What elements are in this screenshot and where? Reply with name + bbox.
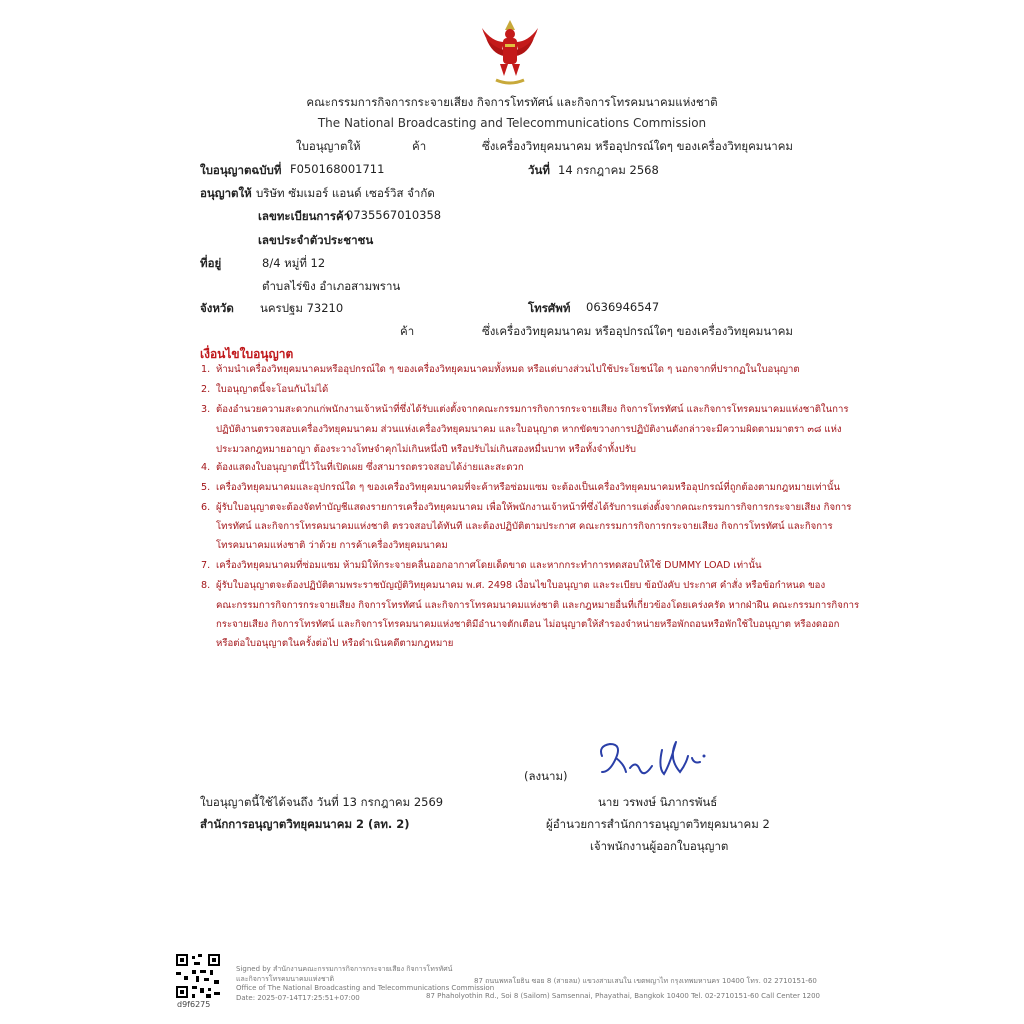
license-number-label: ใบอนุญาตฉบับที่ — [200, 163, 282, 177]
signer-position: ผู้อำนวยการสำนักการอนุญาตวิทยุคมนาคม 2 — [546, 817, 770, 831]
office-address-thai: 87 ถนนพหลโยธิน ซอย 8 (สายลม) แขวงสามเสนใน เขตพญาไท กรุงเทพมหานคร 10400 โทร. 02 2710151-60 — [474, 977, 817, 985]
digital-signature-line: Signed by สำนักงานคณะกรรมการกิจการกระจายเสียง กิจการโทรทัศน์ — [236, 965, 453, 973]
license-type2-value: ค้า — [400, 324, 415, 338]
grantee-value: บริษัท ซัมเมอร์ แอนด์ เซอร์วิส จำกัด — [256, 186, 435, 200]
license-type2-desc: ซึ่งเครื่องวิทยุคมนาคม หรืออุปกรณ์ใดๆ ของเครื่องวิทยุคมนาคม — [482, 324, 793, 338]
handwritten-signature — [596, 728, 716, 788]
license-type-desc: ซึ่งเครื่องวิทยุคมนาคม หรืออุปกรณ์ใดๆ ของเครื่องวิทยุคมนาคม — [482, 139, 793, 153]
org-name-thai: คณะกรรมการกิจการกระจายเสียง กิจการโทรทัศน์ และกิจการโทรคมนาคมแห่งชาติ — [306, 95, 718, 109]
phone-value: 0636946547 — [586, 300, 660, 314]
license-type-label: ใบอนุญาตให้ — [296, 139, 361, 153]
trade-reg-label: เลขทะเบียนการค้า — [258, 209, 351, 223]
digital-signature-line: Date: 2025-07-14T17:25:51+07:00 — [236, 994, 360, 1002]
address-line-2: ตำบลไร่ขิง อำเภอสามพราน — [262, 279, 401, 293]
grantee-label: อนุญาตให้ — [200, 186, 252, 200]
license-number-value: F050168001711 — [290, 162, 385, 176]
sign-label: (ลงนาม) — [524, 769, 568, 783]
issuing-office: สำนักการอนุญาตวิทยุคมนาคม 2 (ลท. 2) — [200, 817, 410, 831]
qr-code-icon — [174, 952, 222, 1000]
license-date-value: 14 กรกฎาคม 2568 — [558, 163, 659, 177]
license-date-label: วันที่ — [528, 163, 550, 177]
digital-signature-line: และกิจการโทรคมนาคมแห่งชาติ — [236, 975, 335, 983]
office-address-english: 87 Phaholyothin Rd., Soi 8 (Sailom) Samsennai, Phayathai, Bangkok 10400 Tel. 02-2710151-60 Call Center 1200 — [426, 992, 821, 1000]
citizen-id-label: เลขประจำตัวประชาชน — [258, 233, 374, 247]
license-type-value: ค้า — [412, 139, 427, 153]
validity-text: ใบอนุญาตนี้ใช้ได้จนถึง วันที่ 13 กรกฎาคม 2569 — [200, 795, 444, 809]
province-label: จังหวัด — [200, 301, 234, 315]
address-label: ที่อยู่ — [200, 256, 222, 270]
qr-code-id: d9f6275 — [177, 1000, 211, 1009]
phone-label: โทรศัพท์ — [528, 301, 571, 315]
signer-name: นาย วรพงษ์ นิภากรพันธ์ — [598, 795, 718, 809]
province-value: นครปฐม 73210 — [260, 301, 344, 315]
trade-reg-value: 0735567010358 — [346, 208, 442, 222]
digital-signature-line: Office of The National Broadcasting and Telecommunications Commission — [236, 984, 495, 992]
signer-role: เจ้าพนักงานผู้ออกใบอนุญาต — [590, 839, 729, 853]
garuda-emblem-icon — [478, 14, 542, 90]
address-line-1: 8/4 หมู่ที่ 12 — [262, 256, 326, 270]
conditions-title: เงื่อนไขใบอนุญาต — [200, 347, 294, 361]
org-name-english: The National Broadcasting and Telecommunications Commission — [317, 116, 707, 130]
